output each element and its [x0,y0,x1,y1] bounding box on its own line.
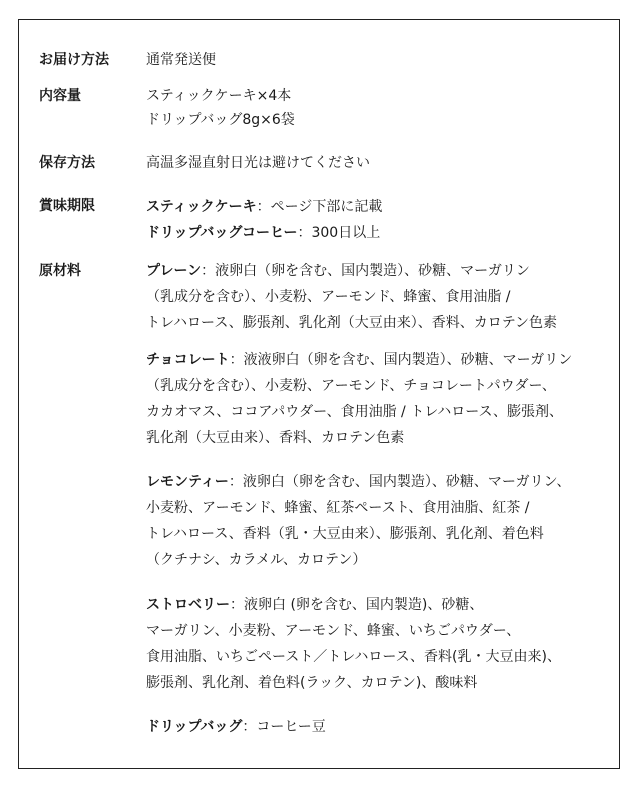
contents-line-1: スティックケーキ×4本 [146,88,292,104]
plain-text-1: ：液卵白（卵を含む、国内製造）、砂糖、マーガリン [201,263,530,279]
lemon-tea-line-4: （クチナシ、カラメル、カロテン） [146,552,367,568]
chocolate-name: チョコレート [146,352,230,368]
plain-line-3: トレハロース、膨張剤、乳化剤（大豆由来）、香料、カロテン色素 [146,315,558,331]
best-before-cake-text: ：ページ下部に記載 [256,199,383,215]
chocolate-text-1: ：液液卵白（卵を含む、国内製造）、砂糖、マーガリン [229,352,573,368]
drip-bag-name: ドリップバッグ [146,719,243,735]
plain-line-1 [146,258,616,284]
storage-label: 保存方法 [39,155,95,171]
contents-label: 内容量 [39,88,81,104]
strawberry-text-1: ：液卵白 (卵を含む、国内製造)、砂糖、 [230,597,484,613]
best-before-coffee-text: ：300日以上 [297,225,381,241]
drip-bag-text: ：コーヒー豆 [242,719,326,735]
best-before-coffee [146,220,382,246]
plain-line-2: （乳成分を含む）、小麦粉、アーモンド、蜂蜜、食用油脂 / [146,289,511,305]
strawberry-line-4: 膨張剤、乳化剤、着色料(ラック、カロテン)、酸味料 [146,675,478,691]
ingredients-drip-bag [146,714,616,740]
ingredients-plain [146,258,616,336]
chocolate-line-3: カカオマス、ココアパウダー、食用油脂 / トレハロース、膨張剤、 [146,404,563,420]
ingredients-label: 原材料 [39,263,81,279]
lemon-tea-line-3: トレハロース、香料（乳・大豆由来）、膨張剤、乳化剤、着色料 [146,526,544,542]
best-before-coffee-name: ドリップバッグコーヒー [146,225,298,241]
delivery-value: 通常発送便 [146,52,216,68]
strawberry-line-2: マーガリン、小麦粉、アーモンド、蜂蜜、いちごパウダー、 [146,623,521,639]
lemon-tea-line-2: 小麦粉、アーモンド、蜂蜜、紅茶ペースト、食用油脂、紅茶 / [146,500,530,516]
contents-line-2: ドリップバッグ8g×6袋 [146,112,295,128]
ingredients-strawberry [146,592,616,696]
strawberry-name: ストロベリー [146,597,230,613]
lemon-tea-text-1: ：液卵白（卵を含む、国内製造）、砂糖、マーガリン、 [228,474,571,490]
strawberry-line-1 [146,592,616,618]
chocolate-line-1 [146,347,616,373]
strawberry-line-3: 食用油脂、いちごペースト／トレハロース、香料(乳・大豆由来)、 [146,649,561,665]
best-before-value [146,194,382,246]
lemon-tea-name: レモンティー [146,474,229,490]
best-before-cake-name: スティックケーキ [146,199,257,215]
drip-bag-line [146,714,616,740]
delivery-label: お届け方法 [39,52,109,68]
ingredients-lemon-tea [146,469,616,573]
chocolate-line-2: （乳成分を含む）、小麦粉、アーモンド、チョコレートパウダー、 [146,378,556,394]
plain-name: プレーン [146,263,202,279]
contents-value [146,84,295,132]
product-info-table [18,19,620,769]
ingredients-chocolate [146,347,616,451]
chocolate-line-4: 乳化剤（大豆由来）、香料、カロテン色素 [146,430,405,446]
storage-value: 高温多湿直射日光は避けてください [146,155,370,171]
lemon-tea-line-1 [146,469,616,495]
best-before-cake [146,194,382,220]
best-before-label: 賞味期限 [39,198,95,214]
